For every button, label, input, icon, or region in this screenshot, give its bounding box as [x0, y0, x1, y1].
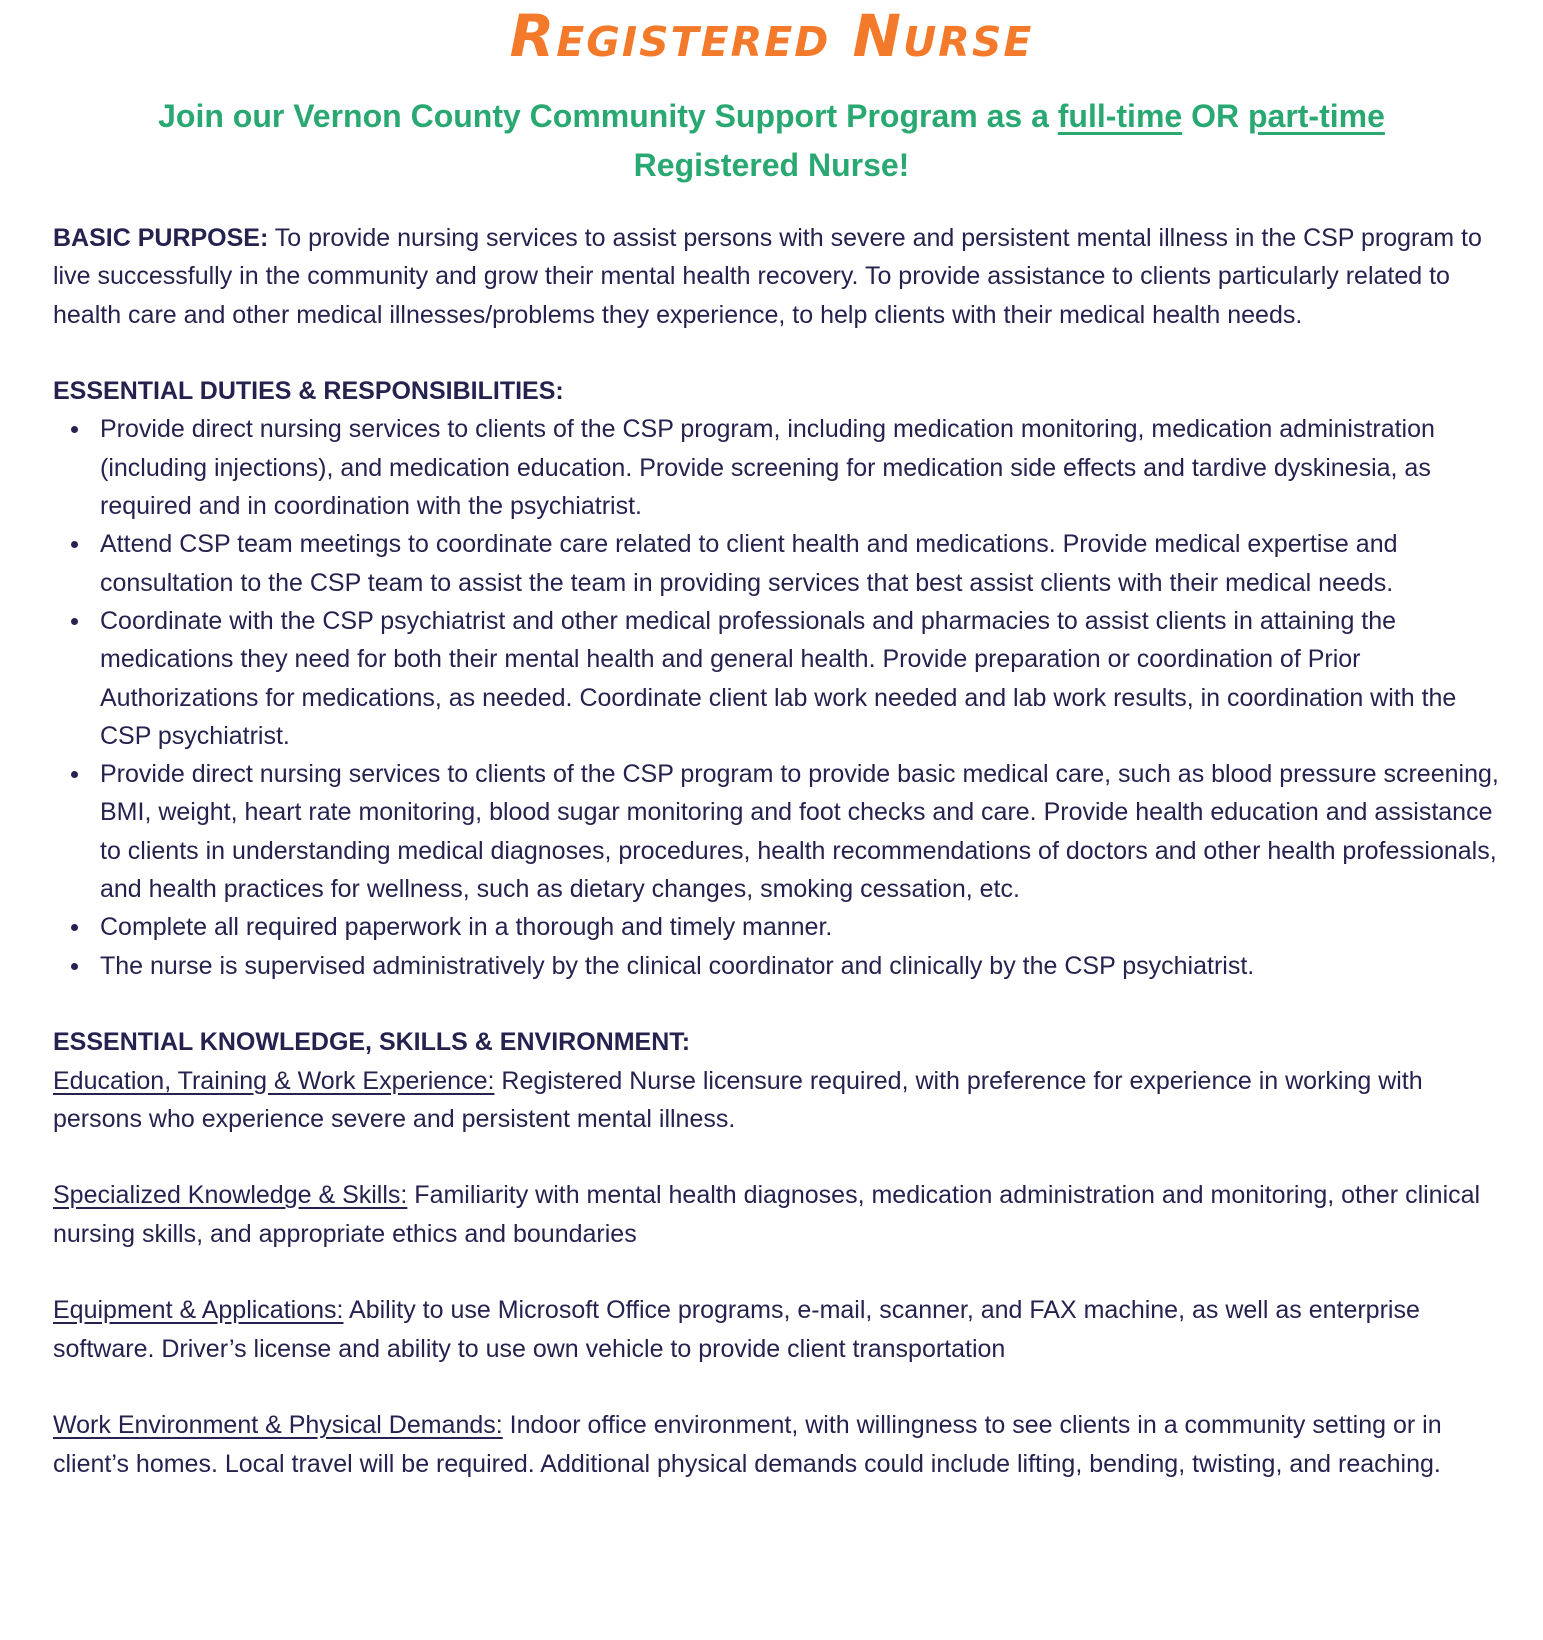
basic-purpose-heading: BASIC PURPOSE: [53, 224, 269, 252]
spacer [53, 985, 1503, 1023]
equipment-section [53, 1291, 1503, 1368]
page-subtitle [100, 92, 1443, 190]
basic-purpose-paragraph [53, 219, 1503, 334]
spacer [53, 1138, 1503, 1176]
environment-label: Work Environment & Physical Demands: [53, 1411, 503, 1440]
environment-section [53, 1406, 1503, 1483]
basic-purpose-text: To provide nursing services to assist persons with severe and persistent mental illness in the CSP program to live successfully in the community and grow their mental health recovery. To provide assistance to clients particularly related to health care and other medical illnesses/problems they experience, to help clients with their medical health needs. [53, 224, 1482, 329]
environment-text: Indoor office environment, with willingness to see clients in a community setting or in client’s homes. Local travel will be required. Additional physical demands could include lifting, bending, twisting, and reaching. [53, 1411, 1442, 1478]
subtitle-text-1: Join our Vernon County Community Support Program as a [158, 98, 1058, 134]
spacer [53, 1368, 1503, 1406]
duty-item: The nurse is supervised administratively by the clinical coordinator and clinically by the CSP psychiatrist. [100, 947, 1503, 985]
education-section [53, 1062, 1503, 1139]
skills-section [53, 1176, 1503, 1253]
part-time-label: part-time [1247, 98, 1385, 134]
duties-list [53, 410, 1503, 984]
equipment-label: Equipment & Applications: [53, 1296, 344, 1325]
full-time-label: full-time [1057, 98, 1183, 134]
subtitle-or: OR [1182, 98, 1248, 134]
equipment-text: Ability to use Microsoft Office programs, e-mail, scanner, and FAX machine, as well as enterprise software. Driver’s license and ability to use own vehicle to provide client transportation [53, 1296, 1420, 1363]
knowledge-heading: ESSENTIAL KNOWLEDGE, SKILLS & ENVIRONMENT: [53, 1028, 691, 1057]
spacer [53, 1253, 1503, 1291]
education-label: Education, Training & Work Experience: [53, 1066, 495, 1095]
duty-item: Coordinate with the CSP psychiatrist and other medical professionals and pharmacies to assist clients in attaining the medications they need for both their mental health and general health. Provide preparation or coordination of Prior Authorizations for medications, as needed. Coordinate client lab work needed and lab work results, in coordination with the CSP psychiatrist. [100, 602, 1503, 755]
duty-item: Provide direct nursing services to clients of the CSP program to provide basic medical care, such as blood pressure screening, BMI, weight, heart rate monitoring, blood sugar monitoring and foot checks and care. Provide health education and assistance to clients in understanding medical diagnoses, procedures, health recommendations of doctors and other health professionals, and health practices for wellness, such as dietary changes, smoking cessation, etc. [100, 755, 1503, 908]
duty-item: Complete all required paperwork in a thorough and timely manner. [100, 908, 1503, 946]
subtitle-text-2: Registered Nurse! [633, 147, 910, 183]
posting-content [53, 219, 1503, 1483]
duty-item: Provide direct nursing services to clients of the CSP program, including medication monitoring, medication administration (including injections), and medication education. Provide screening for medication side effects and tardive dyskinesia, as required and in coordination with the psychiatrist. [100, 410, 1503, 525]
skills-label: Specialized Knowledge & Skills: [53, 1181, 408, 1210]
skills-text: Familiarity with mental health diagnoses, medication administration and monitoring, other clinical nursing skills, and appropriate ethics and boundaries [53, 1181, 1481, 1248]
page-title: Registered Nurse [509, 2, 1034, 70]
duties-heading: ESSENTIAL DUTIES & RESPONSIBILITIES: [53, 377, 564, 406]
education-text: Registered Nurse licensure required, with preference for experience in working with persons who experience severe and persistent mental illness. [53, 1066, 1423, 1133]
duty-item: Attend CSP team meetings to coordinate care related to client health and medications. Provide medical expertise and consultation to the CSP team to assist the team in providing services that best assist clients with their medical needs. [100, 525, 1503, 602]
spacer [53, 334, 1503, 372]
